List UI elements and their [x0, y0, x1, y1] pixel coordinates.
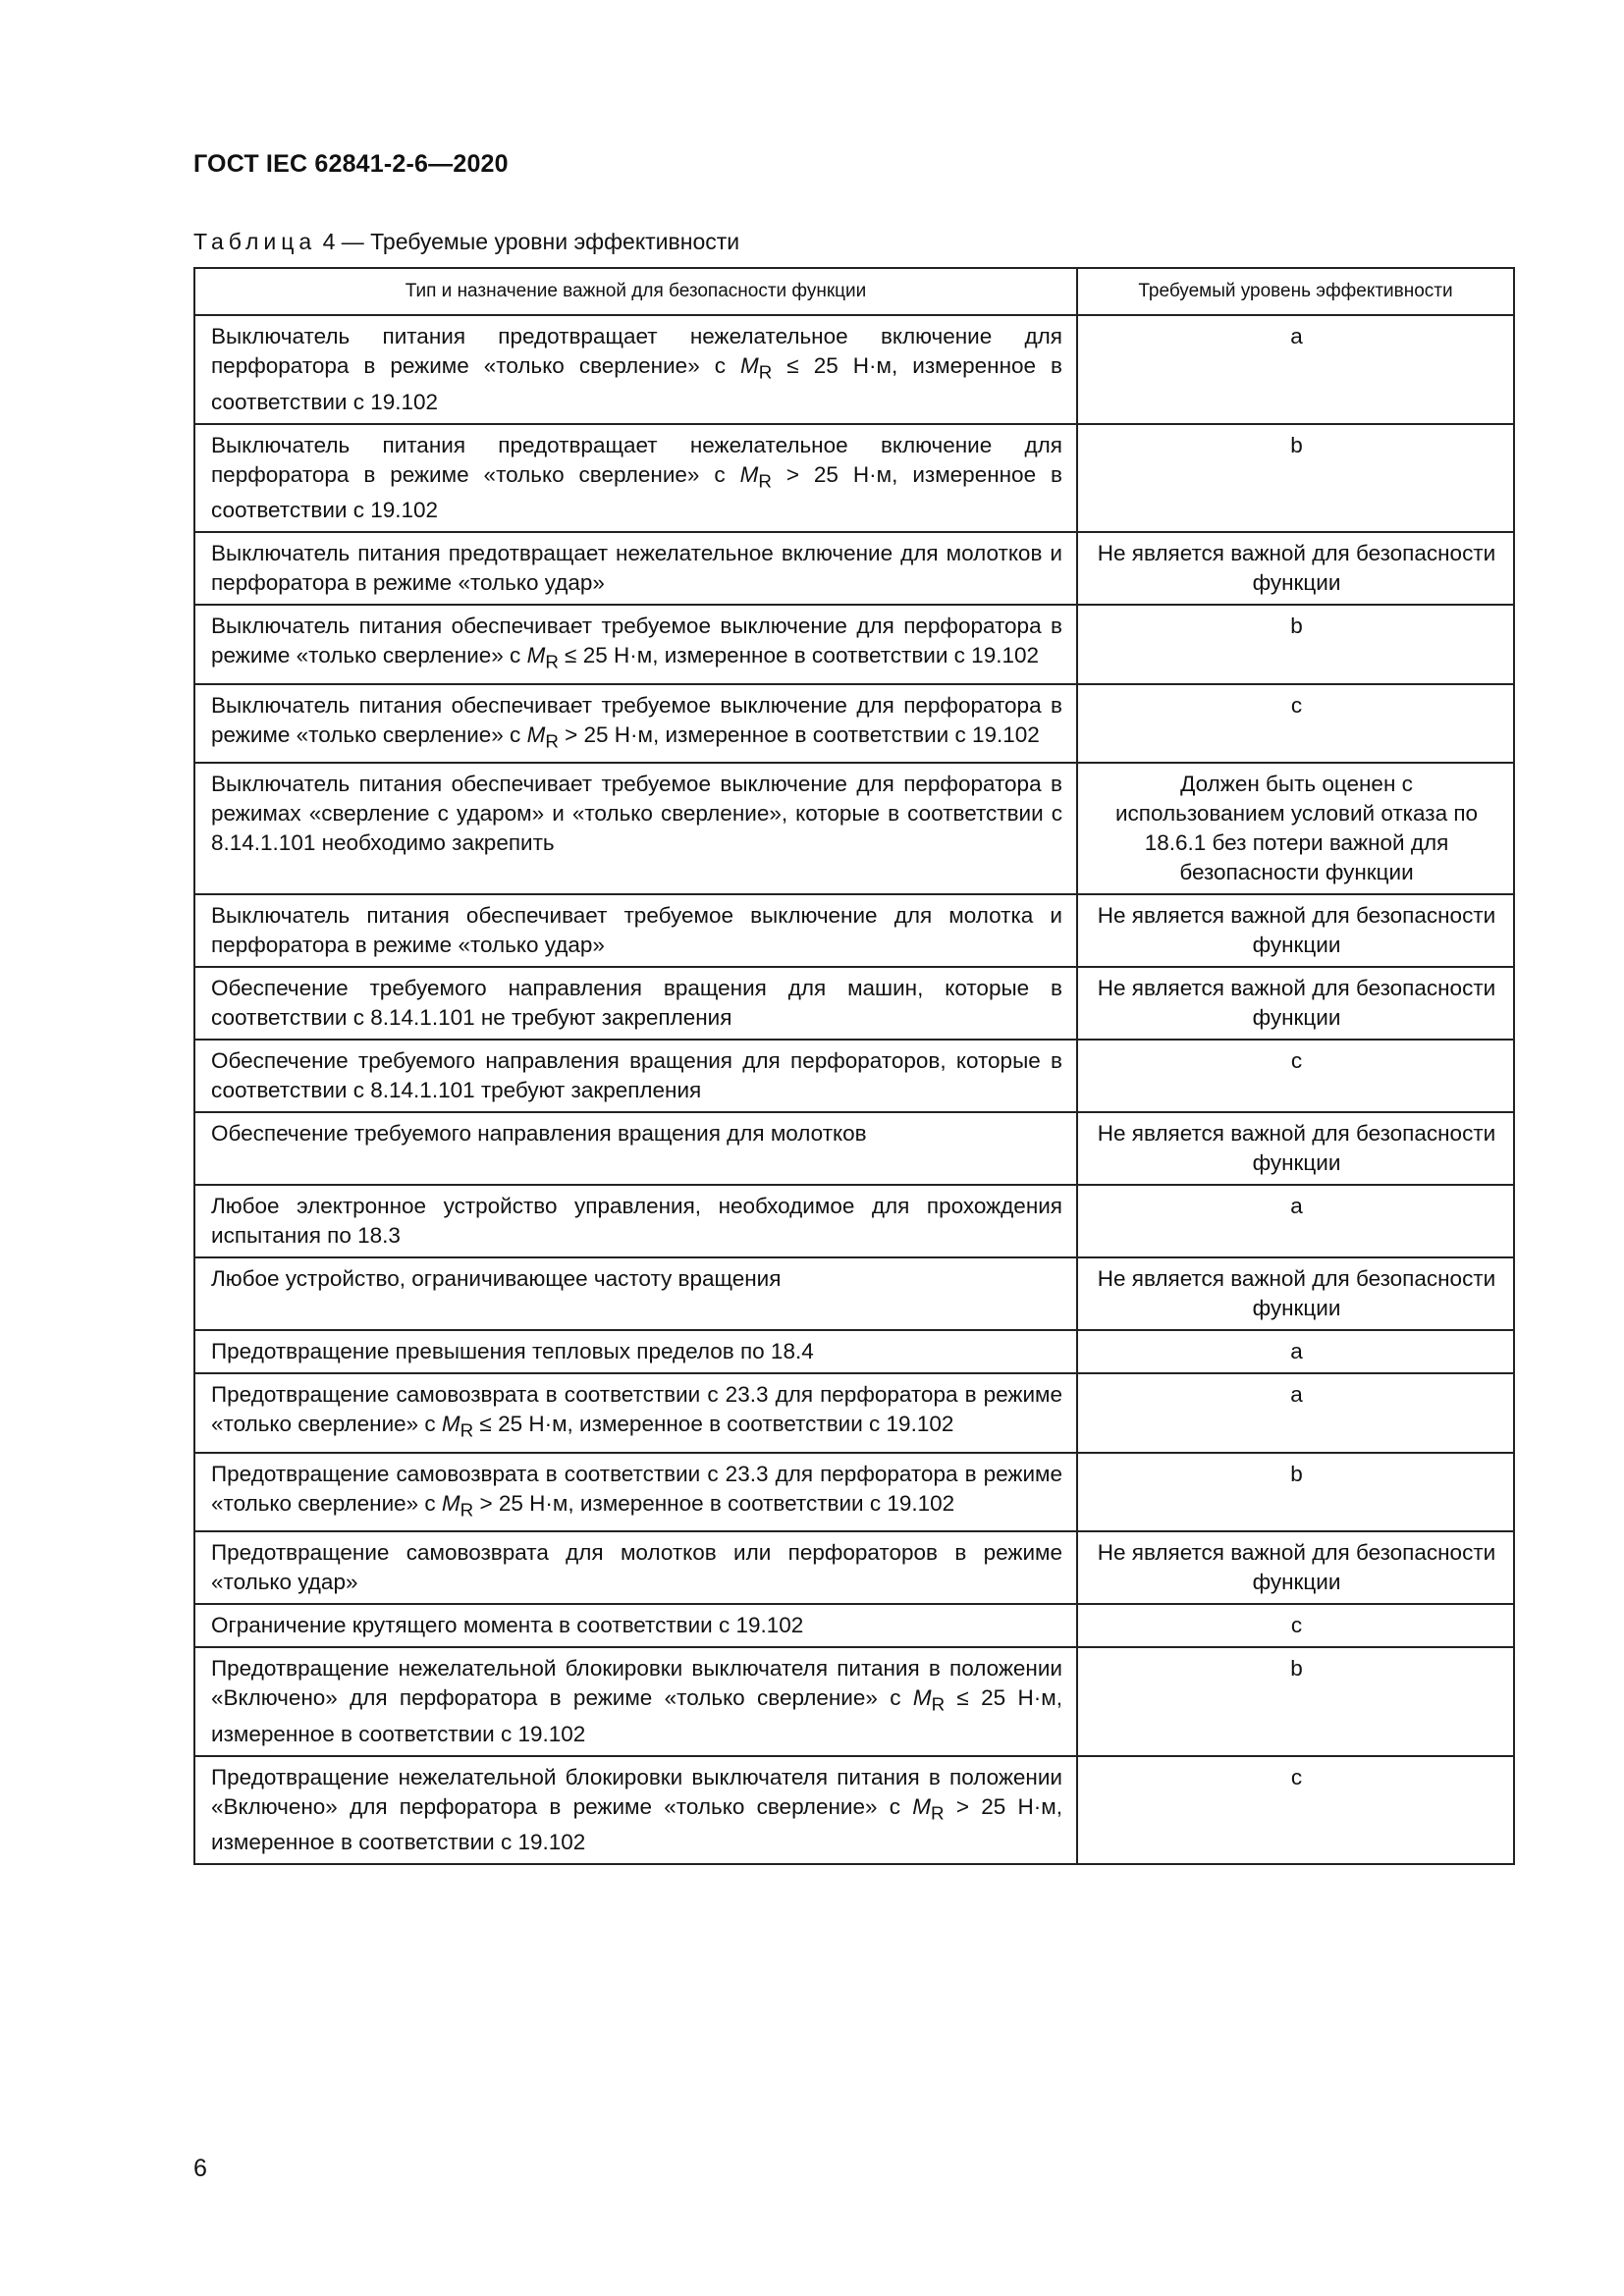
document-header: ГОСТ IEC 62841-2-6—2020 — [193, 150, 509, 178]
level-cell: a — [1077, 1185, 1514, 1257]
torque-subscript: R — [545, 730, 559, 751]
torque-subscript: R — [460, 1419, 474, 1441]
level-cell: Не является важной для безопасности функции — [1077, 1112, 1514, 1185]
function-text: Предотвращение самовозврата для молотков или перфораторов в режиме «только удар» — [211, 1540, 1062, 1594]
level-cell: b — [1077, 1647, 1514, 1756]
function-cell — [194, 894, 1077, 967]
function-text-continued: > 25 Н·м, измеренное в соответствии с 19.102 — [473, 1490, 955, 1516]
function-cell — [194, 967, 1077, 1040]
function-text: Предотвращение нежелательной блокировки выключателя питания в положении «Включено» для перфоратора в режиме «только сверление» с — [211, 1764, 1062, 1819]
torque-subscript: R — [931, 1802, 945, 1823]
level-cell: Не является важной для безопасности функции — [1077, 532, 1514, 605]
torque-symbol: M — [441, 1490, 460, 1516]
table-row — [194, 1257, 1514, 1330]
function-text: Предотвращение самовозврата в соответствии с 23.3 для перфоратора в режиме «только сверление» с — [211, 1382, 1062, 1436]
level-cell: b — [1077, 424, 1514, 533]
function-cell — [194, 1040, 1077, 1112]
table-row — [194, 1604, 1514, 1647]
function-text: Предотвращение превышения тепловых пределов по 18.4 — [211, 1339, 814, 1363]
table-row — [194, 424, 1514, 533]
function-text: Предотвращение нежелательной блокировки выключателя питания в положении «Включено» для перфоратора в режиме «только сверление» с — [211, 1656, 1062, 1710]
function-text: Выключатель питания предотвращает нежелательное включение для молотков и перфоратора в режиме «только удар» — [211, 541, 1062, 595]
function-cell — [194, 1330, 1077, 1373]
column-header-function: Тип и назначение важной для безопасности функции — [194, 268, 1077, 315]
function-cell — [194, 605, 1077, 684]
function-text: Обеспечение требуемого направления вращения для машин, которые в соответствии с 8.14.1.101 не требуют закрепления — [211, 976, 1062, 1030]
function-cell — [194, 1531, 1077, 1604]
table-row — [194, 1185, 1514, 1257]
level-cell: c — [1077, 1756, 1514, 1865]
function-cell — [194, 424, 1077, 533]
function-text: Выключатель питания обеспечивает требуемое выключение для перфоратора в режиме «только сверление» с — [211, 614, 1062, 667]
column-header-level: Требуемый уровень эффективности — [1077, 268, 1514, 315]
level-cell: Не является важной для безопасности функции — [1077, 894, 1514, 967]
torque-symbol: M — [739, 461, 759, 487]
torque-subscript: R — [758, 361, 773, 383]
function-text: Обеспечение требуемого направления вращения для молотков — [211, 1121, 867, 1146]
level-cell: a — [1077, 1373, 1514, 1453]
table-row — [194, 1756, 1514, 1865]
function-text-continued: ≤ 25 Н·м, измеренное в соответствии с 19.102 — [211, 353, 1062, 414]
torque-subscript: R — [758, 470, 772, 491]
level-cell: Должен быть оценен с использованием условий отказа по 18.6.1 без потери важной для безопасности функции — [1077, 763, 1514, 894]
function-cell — [194, 532, 1077, 605]
function-text-continued: > 25 Н·м, измеренное в соответствии с 19.102 — [211, 1793, 1062, 1854]
table-body — [194, 315, 1514, 1864]
level-cell: Не является важной для безопасности функции — [1077, 967, 1514, 1040]
table-row — [194, 1330, 1514, 1373]
function-text: Обеспечение требуемого направления вращения для перфораторов, которые в соответствии с 8.14.1.101 требуют закрепления — [211, 1048, 1062, 1102]
level-cell: a — [1077, 1330, 1514, 1373]
table-row — [194, 763, 1514, 894]
torque-subscript: R — [545, 651, 559, 672]
function-text: Ограничение крутящего момента в соответствии с 19.102 — [211, 1613, 804, 1637]
table-row — [194, 1373, 1514, 1453]
level-cell: Не является важной для безопасности функции — [1077, 1257, 1514, 1330]
function-text: Предотвращение самовозврата в соответствии с 23.3 для перфоратора в режиме «только сверление» с — [211, 1461, 1062, 1516]
function-text: Любое устройство, ограничивающее частоту вращения — [211, 1266, 782, 1291]
function-text: Выключатель питания обеспечивает требуемое выключение для перфоратора в режиме «только сверление» с — [211, 692, 1062, 747]
table-row — [194, 1647, 1514, 1756]
function-text: Выключатель питания предотвращает нежелательное включение для перфоратора в режиме «только сверление» с — [211, 324, 1062, 378]
function-text-continued: ≤ 25 Н·м, измеренное в соответствии с 19.102 — [558, 643, 1040, 667]
function-text: Выключатель питания обеспечивает требуемое выключение для перфоратора в режимах «сверление с ударом» и «только сверление», которые в соответствии с 8.14.1.101 необходимо закрепить — [211, 772, 1062, 855]
page-number: 6 — [193, 2155, 207, 2182]
torque-subscript: R — [460, 1499, 474, 1520]
table-row — [194, 1112, 1514, 1185]
function-cell — [194, 684, 1077, 764]
function-cell — [194, 1112, 1077, 1185]
level-cell: b — [1077, 605, 1514, 684]
function-text-continued: ≤ 25 Н·м, измеренное в соответствии с 19.102 — [473, 1412, 954, 1436]
table-caption — [193, 229, 739, 255]
level-cell: c — [1077, 1604, 1514, 1647]
table-caption-text: 4 — Требуемые уровни эффективности — [322, 229, 740, 254]
function-text-continued: ≤ 25 Н·м, измеренное в соответствии с 19.102 — [211, 1685, 1062, 1746]
performance-levels-table — [193, 267, 1515, 1865]
function-cell — [194, 1604, 1077, 1647]
function-cell — [194, 315, 1077, 424]
table-row — [194, 605, 1514, 684]
level-cell: a — [1077, 315, 1514, 424]
table-row — [194, 967, 1514, 1040]
function-cell — [194, 1257, 1077, 1330]
torque-symbol: M — [526, 721, 546, 747]
torque-symbol: M — [912, 1685, 932, 1710]
table-header-row — [194, 268, 1514, 315]
table-row — [194, 1040, 1514, 1112]
function-text-continued: > 25 Н·м, измеренное в соответствии с 19.102 — [211, 461, 1062, 522]
function-cell — [194, 1453, 1077, 1532]
torque-symbol: M — [740, 353, 759, 378]
function-cell — [194, 763, 1077, 894]
torque-symbol: M — [912, 1793, 932, 1819]
table-row — [194, 1453, 1514, 1532]
table-row — [194, 894, 1514, 967]
torque-subscript: R — [931, 1693, 946, 1715]
function-text-continued: > 25 Н·м, измеренное в соответствии с 19.102 — [558, 721, 1040, 747]
table-row — [194, 532, 1514, 605]
table-caption-label: Таблица — [193, 229, 317, 254]
function-text: Выключатель питания обеспечивает требуемое выключение для молотка и перфоратора в режиме «только удар» — [211, 903, 1062, 957]
table-row — [194, 315, 1514, 424]
table-row — [194, 1531, 1514, 1604]
torque-symbol: M — [441, 1412, 460, 1436]
table-row — [194, 684, 1514, 764]
function-text: Любое электронное устройство управления, необходимое для прохождения испытания по 18.3 — [211, 1194, 1062, 1248]
level-cell: Не является важной для безопасности функции — [1077, 1531, 1514, 1604]
level-cell: b — [1077, 1453, 1514, 1532]
level-cell: c — [1077, 684, 1514, 764]
torque-symbol: M — [526, 643, 546, 667]
function-cell — [194, 1373, 1077, 1453]
function-cell — [194, 1756, 1077, 1865]
function-cell — [194, 1185, 1077, 1257]
level-cell: c — [1077, 1040, 1514, 1112]
function-cell — [194, 1647, 1077, 1756]
function-text: Выключатель питания предотвращает нежелательное включение для перфоратора в режиме «только сверление» с — [211, 432, 1062, 487]
